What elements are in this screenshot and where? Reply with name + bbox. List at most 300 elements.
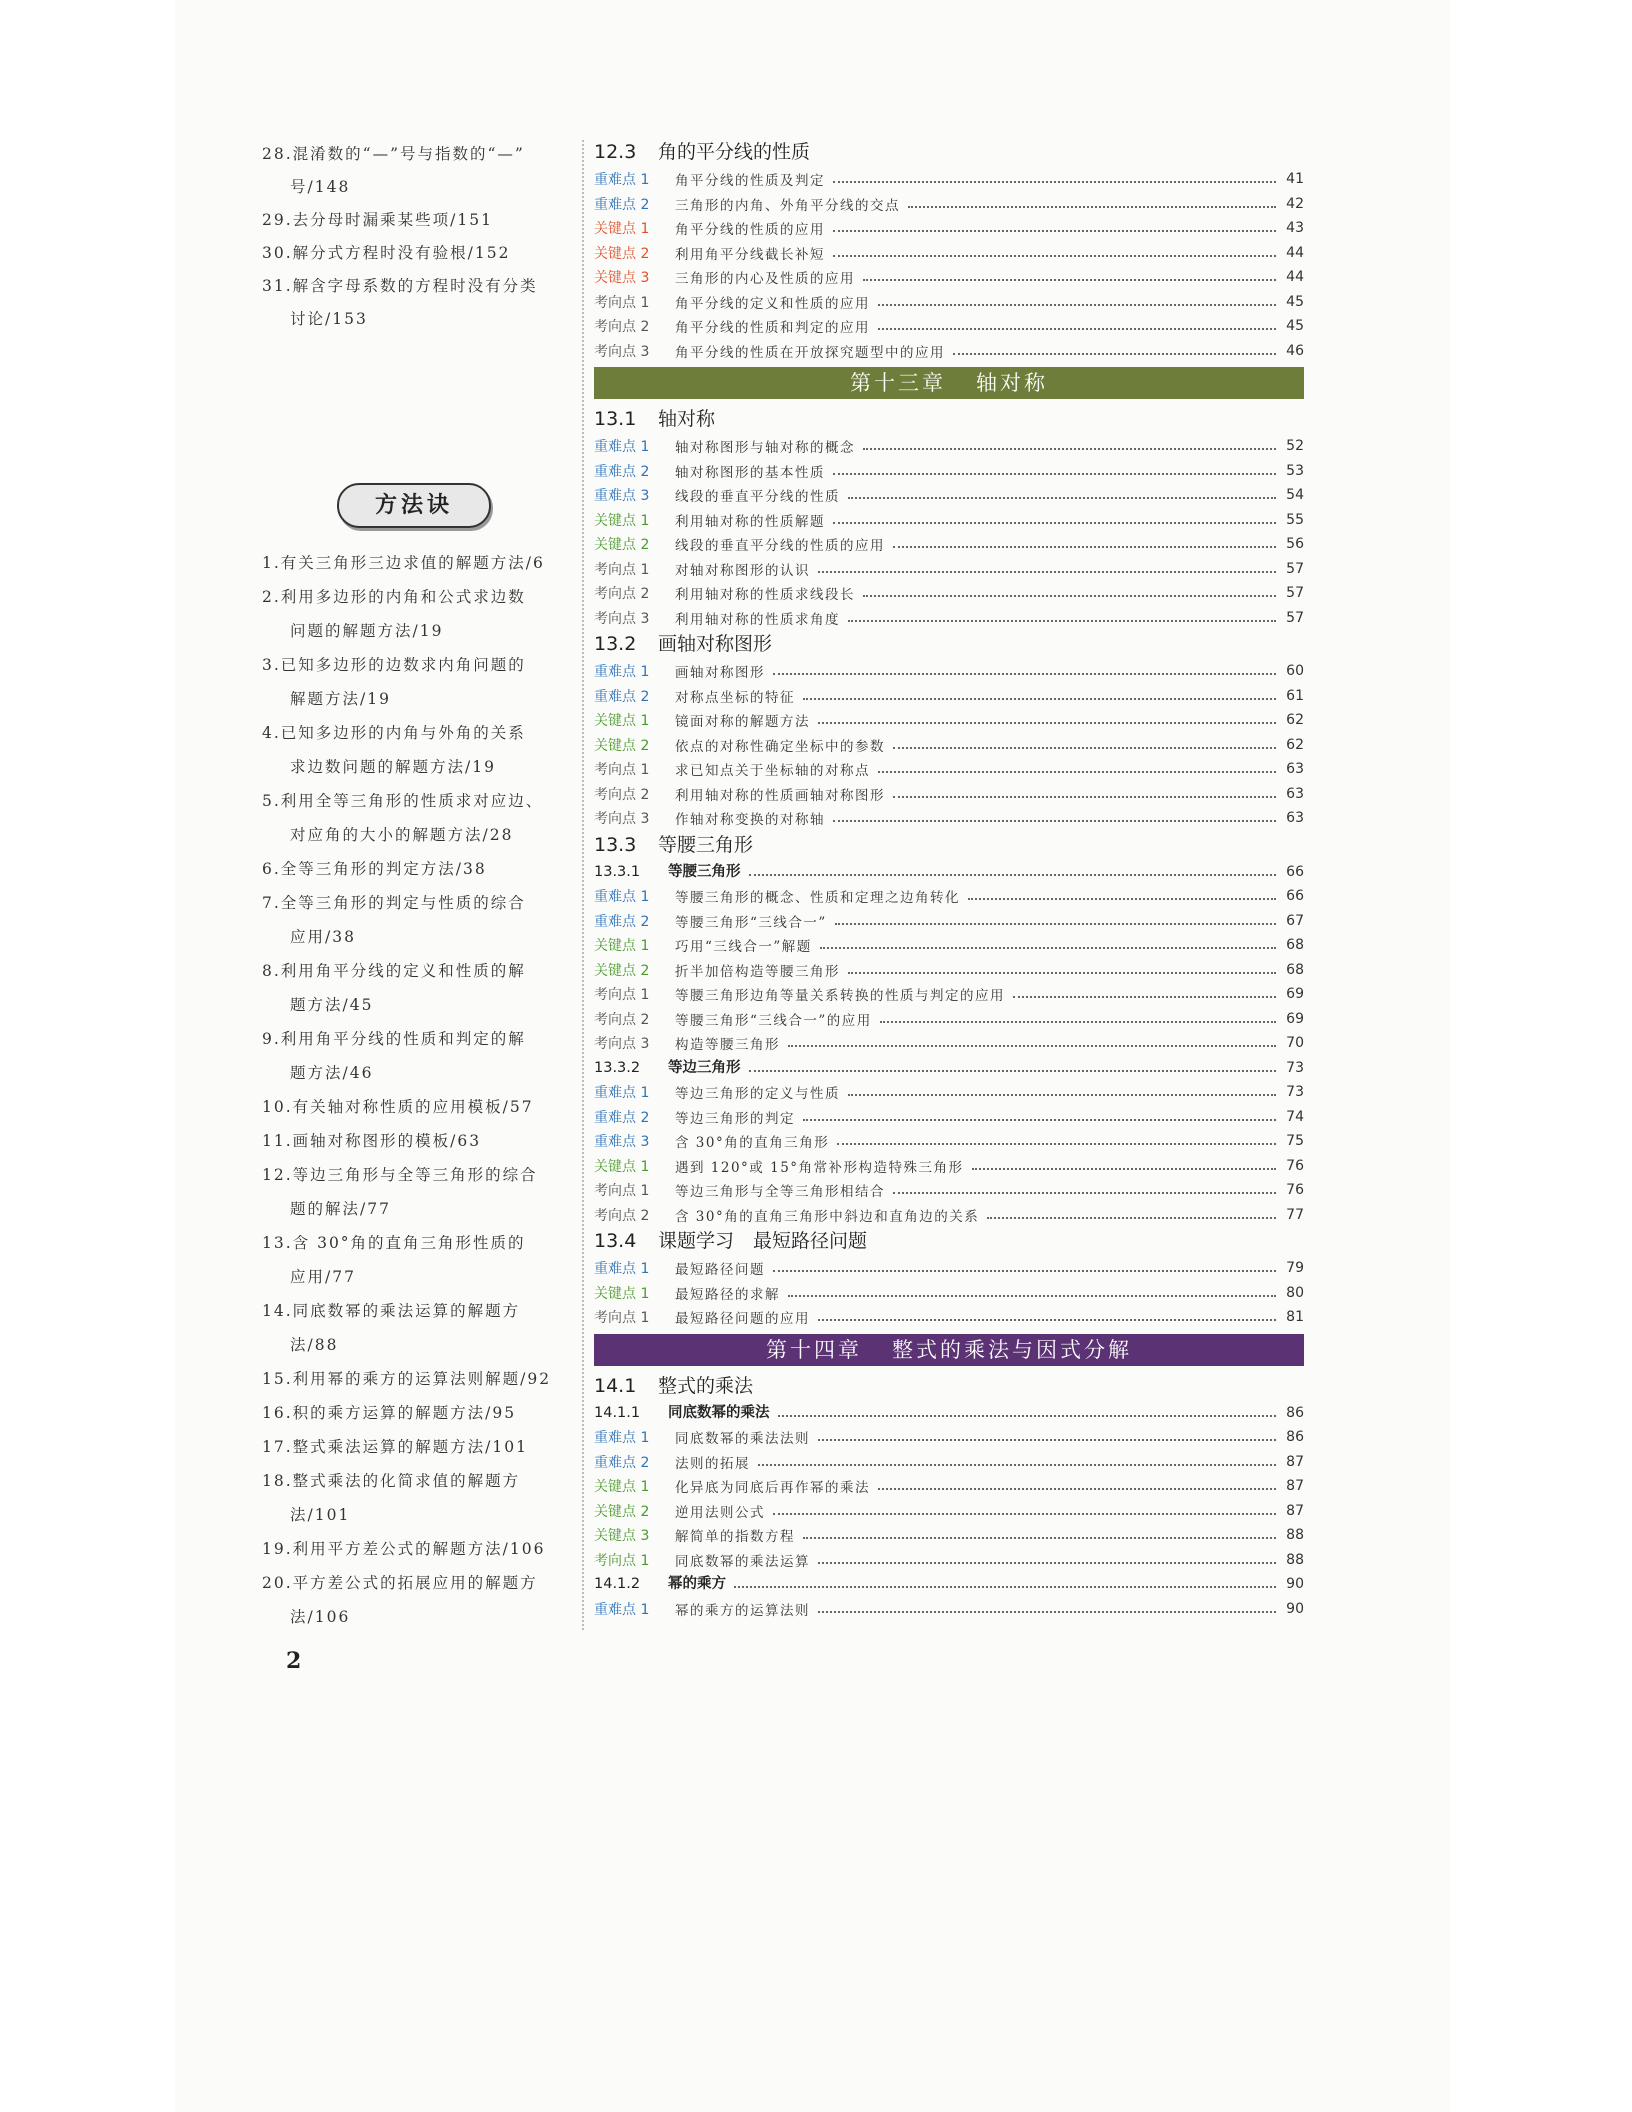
list-item-line (262, 1362, 567, 1396)
toc-entry (594, 241, 1304, 266)
point-tag: 重难点 3 (594, 1134, 650, 1151)
list-item-line (262, 580, 567, 614)
entry-text: 含 30°角的直角三角形 (675, 1135, 830, 1152)
list-item-continuation: 求边数问题的解题方法/19 (290, 758, 496, 776)
list-item-text: 等边三角形与全等三角形的综合 (292, 1166, 538, 1184)
list-item-number: 14. (262, 1302, 293, 1320)
list-item-continuation: 解题方法/19 (290, 690, 391, 708)
page-ref: 87 (1286, 1478, 1304, 1495)
subsection-number: 13.3.2 (594, 1059, 641, 1076)
toc-entry (594, 1007, 1304, 1032)
subsection-number: 14.1.2 (594, 1576, 641, 1592)
dot-leader (893, 747, 1276, 749)
entry-text: 等腰三角形的概念、性质和定理之边角转化 (675, 890, 960, 907)
toc-entry (594, 1178, 1304, 1203)
dot-leader (758, 1464, 1276, 1466)
dot-leader (833, 255, 1276, 257)
dot-leader (908, 206, 1276, 208)
list-item (262, 204, 562, 237)
section-number: 14.1 (594, 1374, 637, 1397)
entry-text: 利用角平分线截长补短 (675, 246, 825, 263)
dot-leader (878, 304, 1276, 306)
list-item-line (262, 204, 562, 237)
point-tag: 关键点 1 (594, 938, 650, 955)
point-tag: 关键点 1 (594, 221, 650, 238)
page-ref: 66 (1286, 863, 1304, 880)
entry-text: 角平分线的性质及判定 (675, 173, 825, 190)
list-item-text: 解含字母系数的方程时没有分类 (292, 277, 538, 295)
point-tag: 重难点 2 (594, 463, 650, 480)
entry-text: 最短路径的求解 (675, 1286, 780, 1303)
point-tag: 重难点 1 (594, 1430, 650, 1447)
entry-text: 等边三角形的判定 (675, 1110, 795, 1127)
entry-text: 线段的垂直平分线的性质的应用 (675, 538, 885, 555)
list-item-line (262, 1430, 567, 1464)
list-item-text: 含 30°角的直角三角形性质的 (292, 1234, 526, 1252)
dot-leader (818, 722, 1276, 724)
list-item-text: 去分母时漏乘某些项/151 (292, 211, 493, 229)
toc-entry (594, 508, 1304, 533)
toc-entry (594, 1080, 1304, 1105)
list-item-text: 有关轴对称性质的应用模板/57 (292, 1098, 534, 1116)
entry-text: 角平分线的性质的应用 (675, 222, 825, 239)
point-tag: 关键点 1 (594, 1285, 650, 1302)
dot-leader (848, 620, 1276, 622)
list-item-text: 平方差公式的拓展应用的解题方 (292, 1574, 538, 1592)
section-heading (594, 1372, 1304, 1401)
list-item-text: 利用角平分线的性质和判定的解 (280, 1030, 526, 1048)
point-tag: 考向点 1 (594, 561, 650, 578)
list-item-text: 已知多边形的边数求内角问题的 (280, 656, 526, 674)
entry-text: 角平分线的定义和性质的应用 (675, 295, 870, 312)
entry-text: 逆用法则公式 (675, 1504, 765, 1521)
toc-entry (594, 314, 1304, 339)
page-ref: 79 (1286, 1260, 1304, 1277)
page-ref: 41 (1286, 171, 1304, 188)
point-tag: 考向点 3 (594, 1036, 650, 1053)
dot-leader (803, 698, 1276, 700)
list-item-number: 30. (262, 244, 293, 262)
section-title: 课题学习 最短路径问题 (658, 1230, 868, 1252)
dot-leader (803, 1537, 1276, 1539)
chapter-banner-content (594, 1334, 1304, 1366)
entry-text: 幂的乘方的运算法则 (675, 1602, 810, 1619)
point-tag: 关键点 2 (594, 737, 650, 754)
point-tag: 重难点 1 (594, 439, 650, 456)
toc-entry (594, 532, 1304, 557)
dot-leader (788, 1295, 1276, 1297)
dot-leader (833, 473, 1276, 475)
point-tag: 考向点 2 (594, 786, 650, 803)
toc-entry (594, 1523, 1304, 1548)
list-item-line (262, 1022, 567, 1056)
toc-entry (594, 216, 1304, 241)
toc-entry (594, 708, 1304, 733)
page-ref: 54 (1286, 487, 1304, 504)
dot-leader (773, 1513, 1276, 1515)
list-item-number: 11. (262, 1132, 293, 1150)
list-item-text: 有关三角形三边求值的解题方法/6 (280, 554, 545, 572)
list-item-line (262, 1532, 567, 1566)
dot-leader (987, 1217, 1276, 1219)
entry-text: 折半加倍构造等腰三角形 (675, 963, 840, 980)
page-ref: 68 (1286, 937, 1304, 954)
dot-leader (820, 947, 1276, 949)
entry-text: 作轴对称变换的对称轴 (675, 812, 825, 829)
section-number: 12.3 (594, 141, 637, 163)
dot-leader (837, 1143, 1276, 1145)
toc-entry (594, 339, 1304, 364)
table-of-contents (594, 138, 1304, 1621)
dot-leader (818, 1562, 1276, 1564)
toc-entry (594, 1474, 1304, 1499)
entry-text: 解简单的指数方程 (675, 1529, 795, 1546)
page-ref: 86 (1286, 1404, 1304, 1421)
toc-entry (594, 483, 1304, 508)
list-item-line (262, 138, 562, 171)
dot-leader (848, 1094, 1276, 1096)
page-ref: 88 (1286, 1551, 1304, 1568)
point-tag: 重难点 2 (594, 196, 650, 213)
list-item (262, 270, 562, 336)
list-item-line (262, 1464, 567, 1498)
toc-entry (594, 909, 1304, 934)
point-tag: 重难点 2 (594, 688, 650, 705)
dot-leader (893, 1192, 1276, 1194)
list-item-text: 利用角平分线的定义和性质的解 (280, 962, 526, 980)
section-heading (594, 831, 1304, 860)
page-ref: 66 (1286, 888, 1304, 905)
dot-leader (773, 1270, 1276, 1272)
dot-leader (893, 796, 1276, 798)
list-item-line (262, 1566, 567, 1600)
point-tag: 关键点 2 (594, 1503, 650, 1520)
toc-entry (594, 933, 1304, 958)
list-item-text: 整式乘法的化简求值的解题方 (292, 1472, 521, 1490)
dot-leader (953, 353, 1276, 355)
dot-leader (833, 522, 1276, 524)
point-tag: 关键点 2 (594, 245, 650, 262)
dot-leader (878, 771, 1276, 773)
dot-leader (863, 595, 1276, 597)
list-item-line (262, 716, 567, 750)
toc-entry (594, 459, 1304, 484)
page-ref: 61 (1286, 687, 1304, 704)
page-ref: 46 (1286, 342, 1304, 359)
page-ref: 90 (1286, 1576, 1304, 1592)
page-ref: 80 (1286, 1284, 1304, 1301)
toc-entry (594, 1203, 1304, 1228)
entry-text: 角平分线的性质在开放探究题型中的应用 (675, 344, 945, 361)
section-title: 整式的乘法 (658, 1374, 754, 1397)
entry-text: 等边三角形的定义与性质 (675, 1086, 840, 1103)
page-ref: 55 (1286, 511, 1304, 528)
entry-text: 利用轴对称的性质解题 (675, 513, 825, 530)
point-tag: 考向点 3 (594, 610, 650, 627)
point-tag: 关键点 1 (594, 1158, 650, 1175)
chapter-title: 整式的乘法与因式分解 (892, 1337, 1132, 1362)
entry-text: 利用轴对称的性质求角度 (675, 611, 840, 628)
list-item (262, 784, 567, 852)
list-item-text: 混淆数的“—”号与指数的“—” (292, 145, 525, 163)
entry-text: 等腰三角形“三线合一”的应用 (675, 1012, 872, 1029)
list-item (262, 1158, 567, 1226)
subsection-entry (594, 860, 1304, 885)
toc-entry (594, 1031, 1304, 1056)
point-tag: 重难点 1 (594, 1085, 650, 1102)
section-heading (594, 138, 1304, 167)
page-ref: 69 (1286, 986, 1304, 1003)
list-item-continuation: 应用/77 (290, 1268, 356, 1286)
list-item-text: 画轴对称图形的模板/63 (292, 1132, 482, 1150)
list-item (262, 1396, 567, 1430)
toc-entry (594, 1129, 1304, 1154)
toc-entry (594, 290, 1304, 315)
toc-entry (594, 982, 1304, 1007)
toc-entry (594, 434, 1304, 459)
entry-text: 画轴对称图形 (675, 665, 765, 682)
page-ref: 86 (1286, 1429, 1304, 1446)
dot-leader (818, 1439, 1276, 1441)
page-ref: 62 (1286, 712, 1304, 729)
dot-leader (878, 328, 1276, 330)
section-heading (594, 1227, 1304, 1256)
point-tag: 考向点 2 (594, 1207, 650, 1224)
page-ref: 56 (1286, 536, 1304, 553)
chapter-banner (594, 367, 1304, 399)
page-ref: 45 (1286, 293, 1304, 310)
dot-leader (848, 497, 1276, 499)
list-item (262, 237, 562, 270)
page-ref: 63 (1286, 810, 1304, 827)
toc-entry (594, 958, 1304, 983)
entry-text: 对轴对称图形的认识 (675, 562, 810, 579)
page-ref: 70 (1286, 1035, 1304, 1052)
point-tag: 考向点 1 (594, 987, 650, 1004)
point-tag: 重难点 2 (594, 1109, 650, 1126)
dot-leader (863, 279, 1276, 281)
dot-leader (778, 1415, 1277, 1417)
page-number: 2 (286, 1648, 302, 1674)
toc-entry (594, 1305, 1304, 1330)
toc-entry (594, 884, 1304, 909)
list-item (262, 1022, 567, 1090)
toc-entry (594, 733, 1304, 758)
chapter-title: 轴对称 (976, 371, 1048, 395)
toc-entry (594, 782, 1304, 807)
list-item-text: 已知多边形的内角与外角的关系 (280, 724, 526, 742)
entry-text: 对称点坐标的特征 (675, 689, 795, 706)
list-item (262, 1464, 567, 1532)
list-item-continuation: 问题的解题方法/19 (290, 622, 444, 640)
point-tag: 关键点 3 (594, 270, 650, 287)
list-item-text: 解分式方程时没有验根/152 (292, 244, 511, 262)
dot-leader (972, 1168, 1276, 1170)
list-item (262, 138, 562, 204)
list-item-text: 利用平方差公式的解题方法/106 (292, 1540, 546, 1558)
point-tag: 关键点 1 (594, 1479, 650, 1496)
page-ref: 57 (1286, 585, 1304, 602)
list-item (262, 1430, 567, 1464)
point-tag: 考向点 2 (594, 319, 650, 336)
list-item-number: 5. (262, 792, 281, 810)
list-item-text: 全等三角形的判定与性质的综合 (280, 894, 526, 912)
list-item (262, 886, 567, 954)
dot-leader (893, 546, 1276, 548)
subsection-entry (594, 1056, 1304, 1081)
dot-leader (818, 1319, 1276, 1321)
dot-leader (1013, 996, 1276, 998)
list-item-continuation: 题方法/45 (290, 996, 374, 1014)
point-tag: 重难点 2 (594, 1454, 650, 1471)
page-ref: 74 (1286, 1108, 1304, 1125)
page-ref: 63 (1286, 761, 1304, 778)
point-tag: 重难点 1 (594, 1261, 650, 1278)
list-item-line (262, 852, 567, 886)
list-item-number: 18. (262, 1472, 293, 1490)
chapter-label: 第十三章 (850, 371, 946, 395)
toc-entry (594, 1450, 1304, 1475)
dot-leader (878, 1488, 1276, 1490)
dot-leader (734, 1586, 1276, 1588)
section-title: 画轴对称图形 (658, 633, 773, 655)
point-tag: 考向点 1 (594, 1310, 650, 1327)
dot-leader (749, 1070, 1277, 1072)
dot-leader (968, 898, 1276, 900)
list-item-line (262, 270, 562, 303)
entry-text: 化异底为同底后再作幂的乘法 (675, 1480, 870, 1497)
page-ref: 76 (1286, 1157, 1304, 1174)
dot-leader (788, 1045, 1276, 1047)
section-title: 角的平分线的性质 (658, 141, 811, 163)
list-item-number: 4. (262, 724, 281, 742)
entry-text: 等腰三角形边角等量关系转换的性质与判定的应用 (675, 988, 1005, 1005)
list-item-number: 17. (262, 1438, 293, 1456)
list-item-number: 8. (262, 962, 281, 980)
dot-leader (833, 181, 1276, 183)
subsection-entry (594, 1572, 1304, 1597)
list-item-line (262, 784, 567, 818)
list-item-text: 积的乘方运算的解题方法/95 (292, 1404, 517, 1422)
toc-entry (594, 1548, 1304, 1573)
entry-text: 镜面对称的解题方法 (675, 714, 810, 731)
list-item (262, 716, 567, 784)
point-tag: 关键点 2 (594, 962, 650, 979)
page-ref: 67 (1286, 912, 1304, 929)
toc-entry (594, 1499, 1304, 1524)
list-item-number: 28. (262, 145, 293, 163)
list-item-number: 12. (262, 1166, 293, 1184)
list-item-number: 16. (262, 1404, 293, 1422)
point-tag: 关键点 3 (594, 1528, 650, 1545)
page-ref: 75 (1286, 1133, 1304, 1150)
toc-entry (594, 606, 1304, 631)
toc-entry (594, 557, 1304, 582)
entry-text: 构造等腰三角形 (675, 1037, 780, 1054)
section-title: 轴对称 (658, 408, 716, 430)
point-tag: 考向点 1 (594, 1552, 650, 1569)
page-ref: 73 (1286, 1059, 1304, 1076)
column-divider (582, 140, 584, 1630)
page-ref: 44 (1286, 244, 1304, 261)
list-item-number: 31. (262, 277, 293, 295)
list-item-line (262, 954, 567, 988)
dot-leader (863, 448, 1276, 450)
page-ref: 77 (1286, 1206, 1304, 1223)
dot-leader (880, 1021, 1276, 1023)
list-item (262, 1294, 567, 1362)
list-item-continuation: 法/106 (290, 1608, 351, 1626)
dot-leader (835, 923, 1276, 925)
list-item (262, 1124, 567, 1158)
list-item-line (262, 1090, 567, 1124)
list-item-number: 2. (262, 588, 281, 606)
subsection-number: 13.3.1 (594, 863, 641, 880)
page-ref: 42 (1286, 195, 1304, 212)
entry-text: 同底数幂的乘法法则 (675, 1431, 810, 1448)
list-item-number: 29. (262, 211, 293, 229)
page-ref: 62 (1286, 736, 1304, 753)
toc-entry (594, 757, 1304, 782)
toc-entry (594, 1256, 1304, 1281)
toc-entry (594, 167, 1304, 192)
dot-leader (818, 571, 1276, 573)
list-item-continuation: 题的解法/77 (290, 1200, 391, 1218)
page-ref: 52 (1286, 438, 1304, 455)
mistakes-list (262, 138, 562, 336)
list-item-number: 7. (262, 894, 281, 912)
list-item-text: 同底数幂的乘法运算的解题方 (292, 1302, 521, 1320)
point-tag: 考向点 1 (594, 294, 650, 311)
page-ref: 76 (1286, 1182, 1304, 1199)
point-tag: 关键点 1 (594, 512, 650, 529)
toc-entry (594, 659, 1304, 684)
dot-leader (803, 1119, 1276, 1121)
point-tag: 考向点 1 (594, 1183, 650, 1200)
point-tag: 重难点 2 (594, 913, 650, 930)
list-item (262, 1090, 567, 1124)
list-item-continuation: 题方法/46 (290, 1064, 374, 1082)
point-tag: 考向点 2 (594, 1011, 650, 1028)
subsection-title: 等腰三角形 (668, 863, 741, 880)
entry-text: 最短路径问题的应用 (675, 1311, 810, 1328)
point-tag: 关键点 1 (594, 713, 650, 730)
entry-text: 求已知点关于坐标轴的对称点 (675, 763, 870, 780)
point-tag: 关键点 2 (594, 537, 650, 554)
page-ref: 69 (1286, 1010, 1304, 1027)
point-tag: 重难点 1 (594, 1601, 650, 1618)
entry-text: 最短路径问题 (675, 1262, 765, 1279)
list-item (262, 1532, 567, 1566)
page-ref: 68 (1286, 961, 1304, 978)
toc-entry (594, 806, 1304, 831)
point-tag: 考向点 3 (594, 343, 650, 360)
subsection-title: 等边三角形 (668, 1059, 741, 1076)
subsection-entry (594, 1401, 1304, 1426)
list-item-text: 利用全等三角形的性质求对应边、 (280, 792, 544, 810)
list-item-number: 15. (262, 1370, 293, 1388)
point-tag: 考向点 3 (594, 811, 650, 828)
point-tag: 重难点 1 (594, 664, 650, 681)
point-tag: 重难点 3 (594, 488, 650, 505)
list-item-continuation: 讨论/153 (290, 310, 368, 328)
list-item-number: 1. (262, 554, 281, 572)
list-item (262, 580, 567, 648)
page-ref: 87 (1286, 1453, 1304, 1470)
list-item (262, 648, 567, 716)
list-item-text: 利用多边形的内角和公式求边数 (280, 588, 526, 606)
page-ref: 43 (1286, 220, 1304, 237)
